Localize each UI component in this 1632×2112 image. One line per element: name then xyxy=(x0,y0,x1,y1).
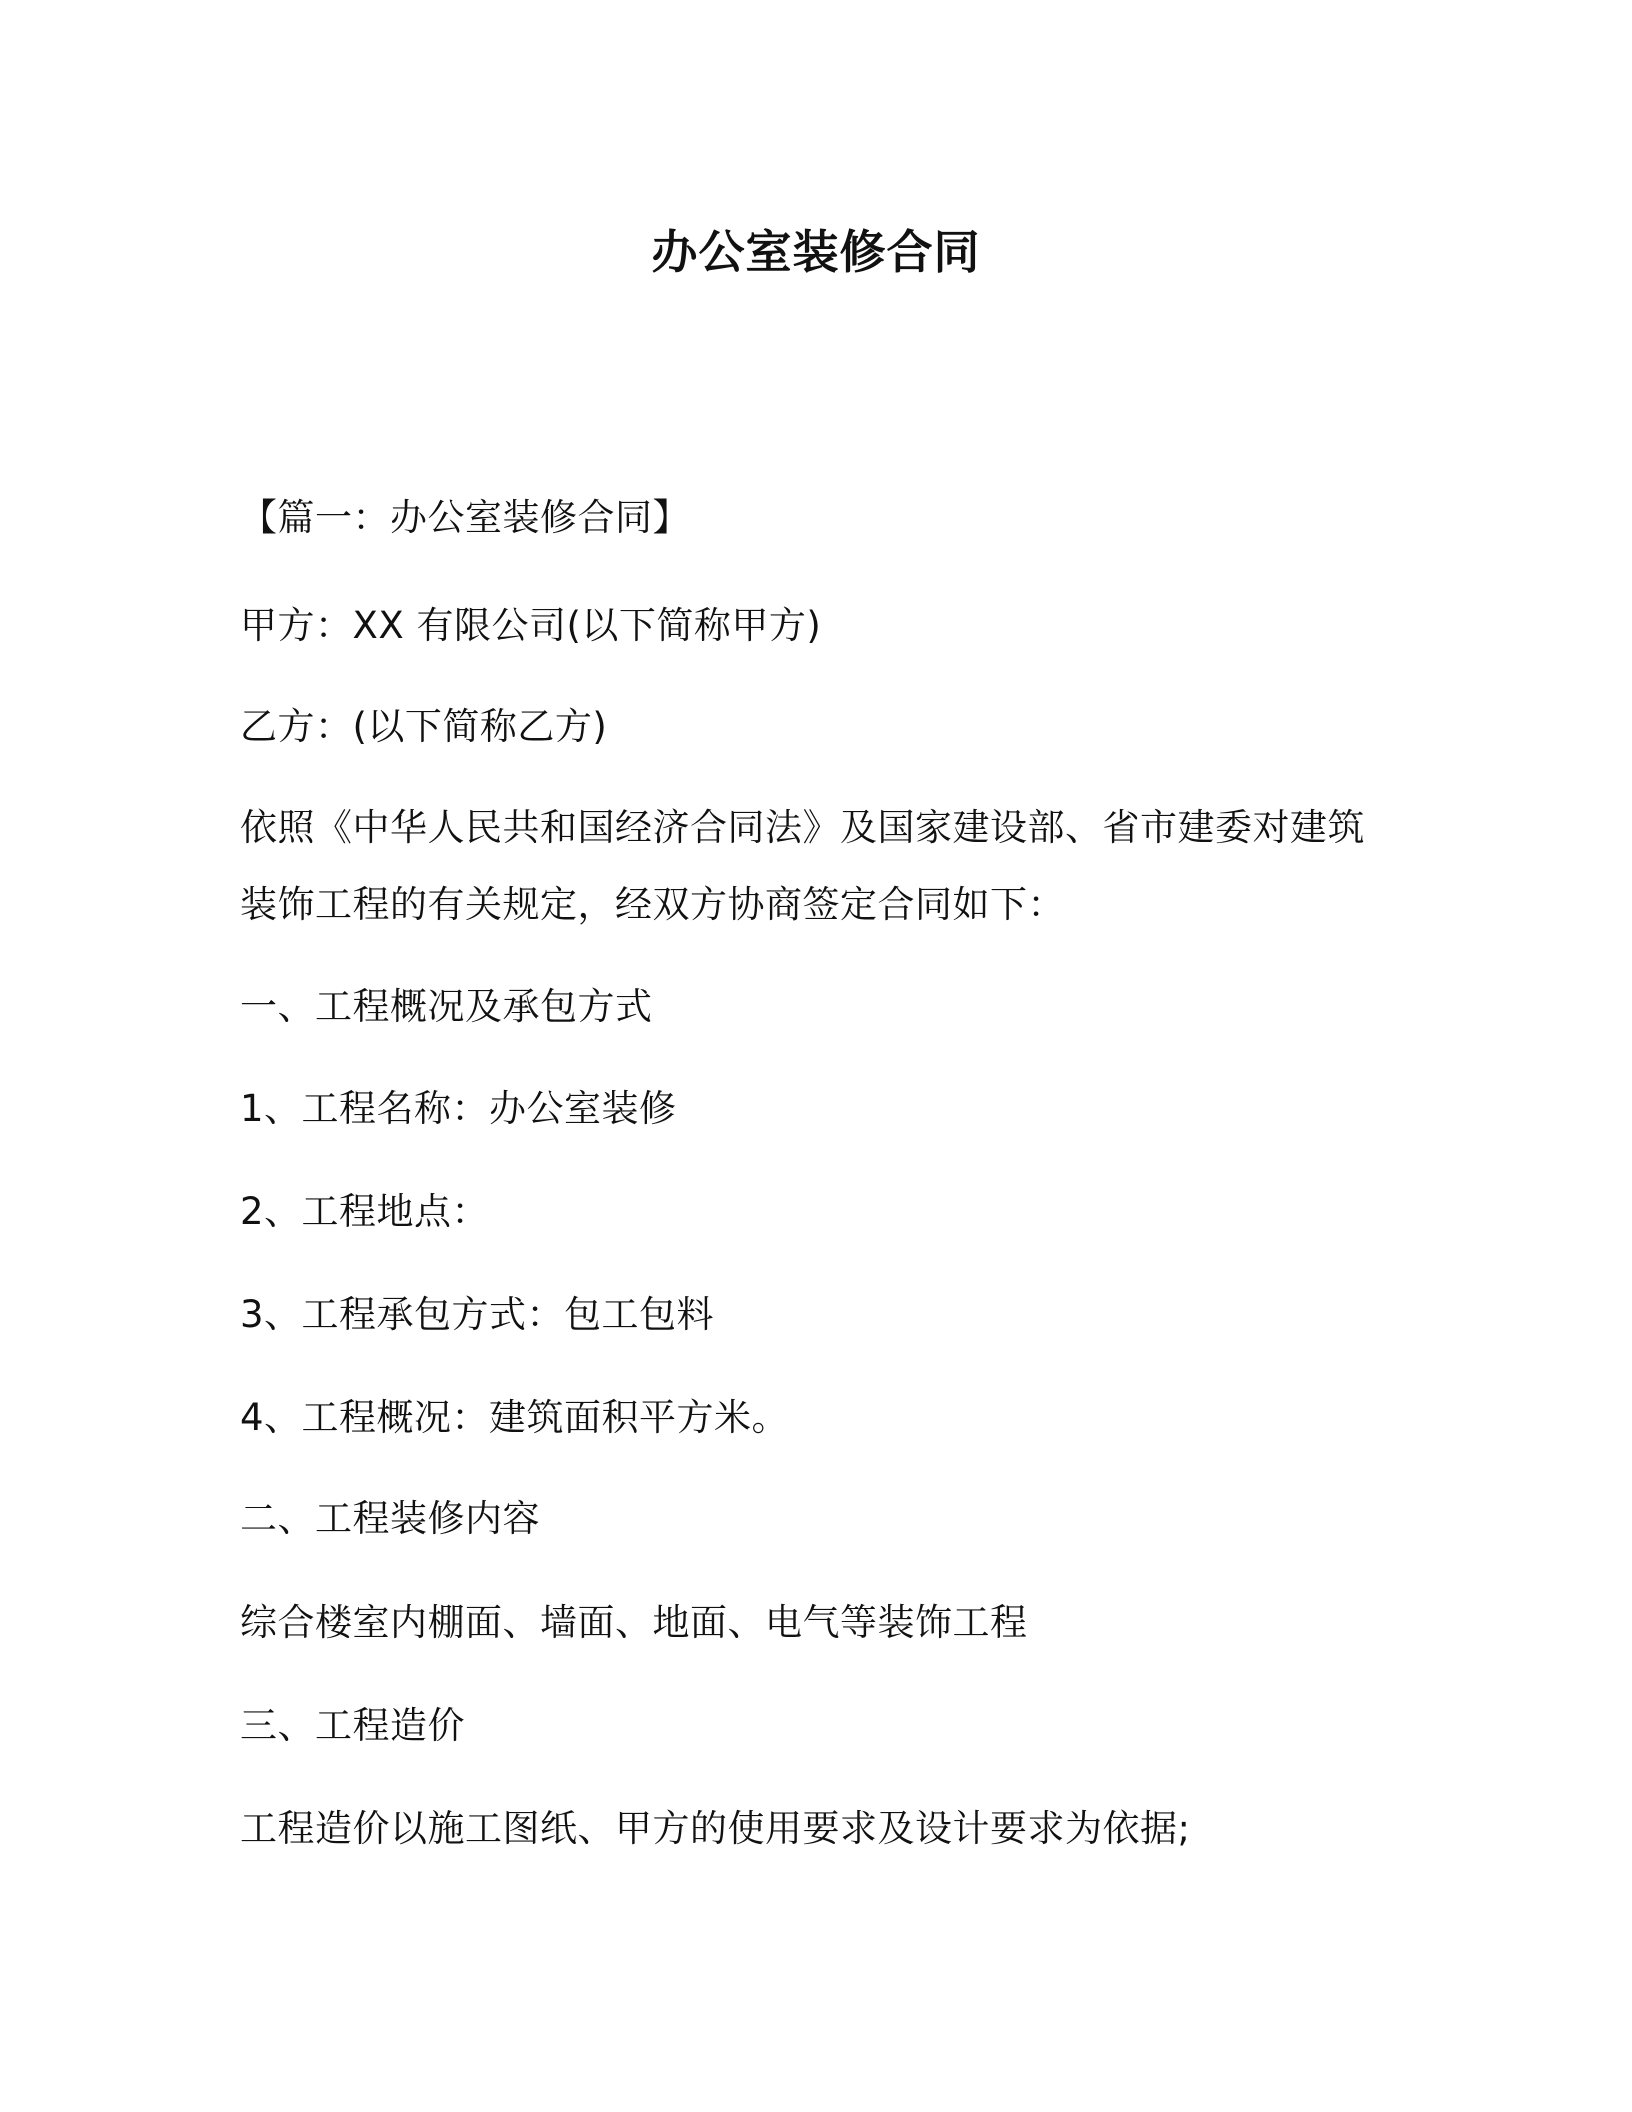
clause-1-2: 2、工程地点： xyxy=(240,1190,490,1233)
clause-1-1: 1、工程名称：办公室装修 xyxy=(240,1087,677,1130)
clause-1-4: 4、工程概况：建筑面积平方米。 xyxy=(240,1396,790,1439)
section-heading-3: 三、工程造价 xyxy=(240,1704,465,1747)
preamble-line-1: 依照《中华人民共和国经济合同法》及国家建设部、省市建委对建筑 xyxy=(240,806,1365,849)
project-cost-line: 工程造价以施工图纸、甲方的使用要求及设计要求为依据; xyxy=(240,1807,1191,1850)
document-title: 办公室装修合同 xyxy=(651,225,981,279)
party-b-line: 乙方：(以下简称乙方) xyxy=(240,705,608,748)
party-a-line: 甲方：XX 有限公司(以下简称甲方) xyxy=(240,604,822,647)
decoration-content-line: 综合楼室内棚面、墙面、地面、电气等装饰工程 xyxy=(240,1601,1028,1644)
section-heading-2: 二、工程装修内容 xyxy=(240,1497,540,1540)
preamble-line-2: 装饰工程的有关规定，经双方协商签定合同如下： xyxy=(240,883,1065,926)
clause-1-3: 3、工程承包方式：包工包料 xyxy=(240,1293,715,1336)
section-heading-part-one: 【篇一：办公室装修合同】 xyxy=(240,496,690,539)
section-heading-1: 一、工程概况及承包方式 xyxy=(240,985,653,1028)
